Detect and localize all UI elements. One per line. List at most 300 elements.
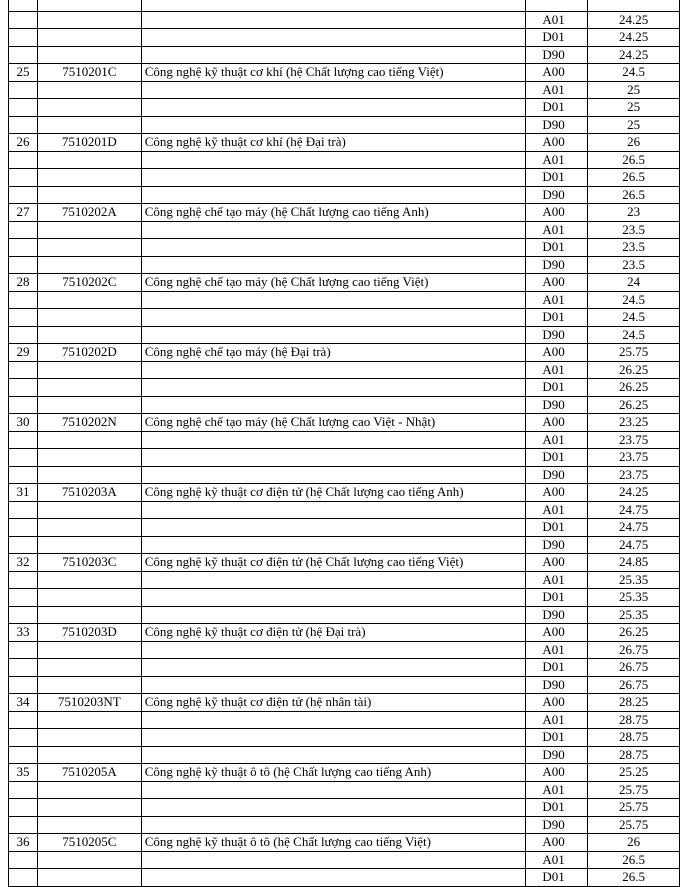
stt-cell [9,746,38,764]
program-name-cell [141,81,526,99]
program-code-cell [37,606,141,624]
stt-cell [9,781,38,799]
program-name-cell [141,379,526,397]
subject-combination-cell: A00 [526,274,588,292]
table-row [9,29,680,47]
program-name-cell [141,449,526,467]
score-cell: 24.25 [588,29,680,47]
subject-combination-cell: D90 [526,606,588,624]
program-name-cell [141,729,526,747]
program-code-cell [37,11,141,29]
program-code-cell [37,676,141,694]
program-name-cell [141,431,526,449]
program-name-cell [141,396,526,414]
program-code-cell [37,781,141,799]
score-cell: 25.75 [588,781,680,799]
program-code-cell [37,536,141,554]
subject-combination-cell: A01 [526,291,588,309]
subject-combination-cell: D90 [526,256,588,274]
program-name-cell [141,781,526,799]
stt-cell [9,11,38,29]
stt-cell [9,151,38,169]
program-code-cell [37,256,141,274]
table-row [9,344,680,362]
table-row [9,554,680,572]
score-cell: 23.5 [588,256,680,274]
program-code-cell [37,379,141,397]
stt-cell: 34 [9,694,38,712]
stt-cell [9,81,38,99]
subject-combination-cell: D01 [526,169,588,187]
subject-combination-cell: D01 [526,239,588,257]
program-name-cell [141,501,526,519]
stt-cell [9,729,38,747]
subject-combination-cell: A01 [526,221,588,239]
table-row [9,729,680,747]
stt-cell [9,169,38,187]
score-cell: 23.75 [588,431,680,449]
table-row [9,134,680,152]
score-cell: 28.25 [588,694,680,712]
program-code-cell [37,431,141,449]
program-name-cell: Công nghệ kỹ thuật cơ khí (hệ Đại trà) [141,134,526,152]
subject-combination-cell: D01 [526,869,588,887]
program-code-cell [37,501,141,519]
stt-cell [9,309,38,327]
score-cell: 23.5 [588,239,680,257]
program-code-cell [37,116,141,134]
stt-cell [9,466,38,484]
table-row [9,501,680,519]
subject-combination-cell [526,0,588,11]
score-cell: 28.75 [588,729,680,747]
stt-cell [9,361,38,379]
table-body [9,0,680,886]
subject-combination-cell: D90 [526,326,588,344]
stt-cell [9,641,38,659]
score-cell: 25.35 [588,606,680,624]
score-cell: 25.75 [588,344,680,362]
score-cell: 24.5 [588,326,680,344]
program-name-cell [141,239,526,257]
program-name-cell [141,256,526,274]
program-code-cell [37,711,141,729]
score-cell: 28.75 [588,711,680,729]
program-code-cell [37,519,141,537]
program-name-cell: Công nghệ kỹ thuật cơ điện tử (hệ nhân tài) [141,694,526,712]
table-row [9,624,680,642]
subject-combination-cell: A00 [526,64,588,82]
stt-cell [9,0,38,11]
program-name-cell: Công nghệ kỹ thuật cơ điện tử (hệ Đại trà) [141,624,526,642]
stt-cell [9,99,38,117]
program-code-cell [37,221,141,239]
program-code-cell [37,396,141,414]
stt-cell [9,291,38,309]
subject-combination-cell: A01 [526,711,588,729]
subject-combination-cell: D90 [526,46,588,64]
table-row [9,571,680,589]
subject-combination-cell: A01 [526,151,588,169]
table-row [9,781,680,799]
score-cell: 26.5 [588,869,680,887]
subject-combination-cell: D90 [526,396,588,414]
program-name-cell [141,606,526,624]
stt-cell [9,116,38,134]
program-name-cell [141,151,526,169]
subject-combination-cell: D90 [526,536,588,554]
subject-combination-cell: D01 [526,99,588,117]
subject-combination-cell: A01 [526,781,588,799]
subject-combination-cell: A00 [526,624,588,642]
program-code-cell [37,169,141,187]
program-name-cell: Công nghệ chế tạo máy (hệ Chất lượng cao tiếng Anh) [141,204,526,222]
program-name-cell [141,869,526,887]
subject-combination-cell: D01 [526,309,588,327]
subject-combination-cell: A00 [526,554,588,572]
subject-combination-cell: A01 [526,851,588,869]
table-row [9,291,680,309]
subject-combination-cell: A00 [526,204,588,222]
program-code-cell [37,309,141,327]
program-name-cell [141,361,526,379]
program-name-cell: Công nghệ kỹ thuật ô tô (hệ Chất lượng cao tiếng Anh) [141,764,526,782]
table-row [9,449,680,467]
table-row [9,746,680,764]
score-cell: 24 [588,274,680,292]
program-name-cell [141,816,526,834]
score-cell: 26.25 [588,396,680,414]
program-code-cell [37,46,141,64]
program-name-cell [141,571,526,589]
score-cell: 28.75 [588,746,680,764]
program-name-cell: Công nghệ chế tạo máy (hệ Đại trà) [141,344,526,362]
program-name-cell [141,186,526,204]
subject-combination-cell: D01 [526,799,588,817]
score-cell: 26.75 [588,659,680,677]
table-row [9,361,680,379]
subject-combination-cell: A01 [526,361,588,379]
score-cell: 26.75 [588,641,680,659]
program-name-cell [141,676,526,694]
program-name-cell [141,309,526,327]
program-code-cell [37,81,141,99]
program-code-cell: 7510203C [37,554,141,572]
score-cell: 23.75 [588,466,680,484]
program-code-cell [37,589,141,607]
subject-combination-cell: D01 [526,449,588,467]
program-name-cell [141,46,526,64]
subject-combination-cell: D90 [526,466,588,484]
stt-cell [9,519,38,537]
program-code-cell [37,326,141,344]
program-code-cell: 7510203NT [37,694,141,712]
subject-combination-cell: A00 [526,834,588,852]
score-cell: 23.5 [588,221,680,239]
score-cell: 26 [588,834,680,852]
table-row [9,834,680,852]
subject-combination-cell: D01 [526,29,588,47]
table-row [9,204,680,222]
stt-cell [9,256,38,274]
program-name-cell [141,116,526,134]
stt-cell [9,659,38,677]
program-code-cell [37,659,141,677]
score-cell: 25.35 [588,589,680,607]
table-row [9,326,680,344]
score-cell: 24.75 [588,519,680,537]
stt-cell [9,851,38,869]
subject-combination-cell: D01 [526,589,588,607]
subject-combination-cell: D90 [526,116,588,134]
score-cell: 26.25 [588,379,680,397]
table-row [9,11,680,29]
program-name-cell [141,0,526,11]
stt-cell: 30 [9,414,38,432]
program-name-cell [141,711,526,729]
table-row [9,309,680,327]
program-name-cell: Công nghệ kỹ thuật cơ điện tử (hệ Chất lượng cao tiếng Việt) [141,554,526,572]
stt-cell [9,799,38,817]
program-name-cell [141,799,526,817]
table-row [9,396,680,414]
subject-combination-cell: A00 [526,764,588,782]
score-cell: 24.5 [588,291,680,309]
program-name-cell [141,221,526,239]
score-cell: 26 [588,134,680,152]
score-cell: 24.5 [588,64,680,82]
table-row [9,519,680,537]
program-name-cell: Công nghệ kỹ thuật cơ điện tử (hệ Chất lượng cao tiếng Anh) [141,484,526,502]
subject-combination-cell: A00 [526,414,588,432]
score-cell: 24.75 [588,501,680,519]
stt-cell [9,501,38,519]
stt-cell [9,536,38,554]
program-name-cell: Công nghệ kỹ thuật ô tô (hệ Chất lượng cao tiếng Việt) [141,834,526,852]
program-name-cell [141,659,526,677]
table-row [9,431,680,449]
subject-combination-cell: A00 [526,344,588,362]
table-row [9,536,680,554]
program-name-cell [141,326,526,344]
score-cell: 26.25 [588,624,680,642]
score-cell: 23.75 [588,449,680,467]
program-code-cell: 7510205C [37,834,141,852]
program-code-cell [37,99,141,117]
program-name-cell [141,851,526,869]
program-name-cell [141,11,526,29]
table-row [9,256,680,274]
subject-combination-cell: D90 [526,186,588,204]
score-cell: 23.25 [588,414,680,432]
program-code-cell [37,466,141,484]
stt-cell [9,396,38,414]
program-code-cell [37,869,141,887]
table-row [9,221,680,239]
subject-combination-cell: D01 [526,729,588,747]
subject-combination-cell: A01 [526,501,588,519]
program-name-cell [141,536,526,554]
program-name-cell [141,99,526,117]
subject-combination-cell: A00 [526,484,588,502]
subject-combination-cell: A01 [526,81,588,99]
stt-cell [9,326,38,344]
table-row [9,466,680,484]
program-name-cell [141,641,526,659]
stt-cell [9,449,38,467]
score-cell: 25.25 [588,764,680,782]
subject-combination-cell: D90 [526,816,588,834]
stt-cell [9,46,38,64]
program-name-cell [141,291,526,309]
program-name-cell [141,29,526,47]
program-name-cell [141,746,526,764]
table-row [9,46,680,64]
table-row [9,484,680,502]
stt-cell [9,816,38,834]
program-code-cell: 7510202D [37,344,141,362]
program-name-cell [141,519,526,537]
table-row [9,0,680,11]
table-row [9,851,680,869]
score-cell: 23 [588,204,680,222]
stt-cell [9,239,38,257]
score-cell: 25.75 [588,799,680,817]
stt-cell [9,379,38,397]
program-code-cell: 7510203A [37,484,141,502]
subject-combination-cell: D90 [526,746,588,764]
program-code-cell [37,29,141,47]
table-row [9,99,680,117]
stt-cell: 25 [9,64,38,82]
program-code-cell [37,239,141,257]
stt-cell [9,571,38,589]
program-code-cell [37,0,141,11]
stt-cell: 28 [9,274,38,292]
score-cell: 24.85 [588,554,680,572]
subject-combination-cell: A00 [526,134,588,152]
score-cell: 24.25 [588,46,680,64]
table-row [9,414,680,432]
stt-cell: 35 [9,764,38,782]
table-row [9,239,680,257]
program-code-cell: 7510203D [37,624,141,642]
subject-combination-cell: D01 [526,379,588,397]
score-cell: 26.5 [588,151,680,169]
table-row [9,659,680,677]
program-name-cell [141,169,526,187]
program-code-cell [37,851,141,869]
program-name-cell: Công nghệ chế tạo máy (hệ Chất lượng cao Việt - Nhật) [141,414,526,432]
score-cell: 24.25 [588,11,680,29]
score-cell: 26.5 [588,851,680,869]
score-cell: 26.5 [588,169,680,187]
subject-combination-cell: A01 [526,571,588,589]
table-row [9,816,680,834]
table-row [9,799,680,817]
score-cell: 24.25 [588,484,680,502]
stt-cell [9,711,38,729]
stt-cell: 32 [9,554,38,572]
table-row [9,274,680,292]
stt-cell [9,221,38,239]
program-code-cell: 7510201C [37,64,141,82]
table-row [9,81,680,99]
stt-cell: 29 [9,344,38,362]
table-row [9,764,680,782]
stt-cell: 27 [9,204,38,222]
table-row [9,589,680,607]
table-row [9,379,680,397]
program-code-cell: 7510202A [37,204,141,222]
program-code-cell [37,799,141,817]
stt-cell [9,606,38,624]
subject-combination-cell: A01 [526,641,588,659]
table-row [9,116,680,134]
stt-cell: 36 [9,834,38,852]
table-row [9,151,680,169]
table-row [9,606,680,624]
score-cell: 26.75 [588,676,680,694]
program-code-cell [37,151,141,169]
stt-cell: 33 [9,624,38,642]
table-row [9,169,680,187]
score-cell: 26.5 [588,186,680,204]
program-name-cell: Công nghệ chế tạo máy (hệ Chất lượng cao tiếng Việt) [141,274,526,292]
subject-combination-cell: A00 [526,694,588,712]
program-code-cell: 7510201D [37,134,141,152]
subject-combination-cell: A01 [526,11,588,29]
score-cell: 25 [588,116,680,134]
stt-cell [9,869,38,887]
program-code-cell [37,186,141,204]
table-row [9,694,680,712]
program-name-cell [141,589,526,607]
table-row [9,186,680,204]
table-row [9,641,680,659]
program-code-cell [37,361,141,379]
table-row [9,676,680,694]
program-code-cell [37,571,141,589]
stt-cell [9,431,38,449]
program-name-cell [141,466,526,484]
subject-combination-cell: D90 [526,676,588,694]
subject-combination-cell: D01 [526,659,588,677]
score-cell: 26.25 [588,361,680,379]
stt-cell [9,29,38,47]
stt-cell [9,186,38,204]
program-code-cell [37,291,141,309]
admission-scores-table [8,0,680,887]
stt-cell: 26 [9,134,38,152]
program-code-cell: 7510202C [37,274,141,292]
score-cell: 24.5 [588,309,680,327]
table-row [9,869,680,887]
program-name-cell: Công nghệ kỹ thuật cơ khí (hệ Chất lượng cao tiếng Việt) [141,64,526,82]
score-cell: 24.75 [588,536,680,554]
subject-combination-cell: A01 [526,431,588,449]
stt-cell: 31 [9,484,38,502]
score-cell [588,0,680,11]
program-code-cell [37,746,141,764]
subject-combination-cell: D01 [526,519,588,537]
score-cell: 25 [588,81,680,99]
table-row [9,711,680,729]
table-row [9,64,680,82]
stt-cell [9,589,38,607]
score-cell: 25 [588,99,680,117]
program-code-cell [37,449,141,467]
